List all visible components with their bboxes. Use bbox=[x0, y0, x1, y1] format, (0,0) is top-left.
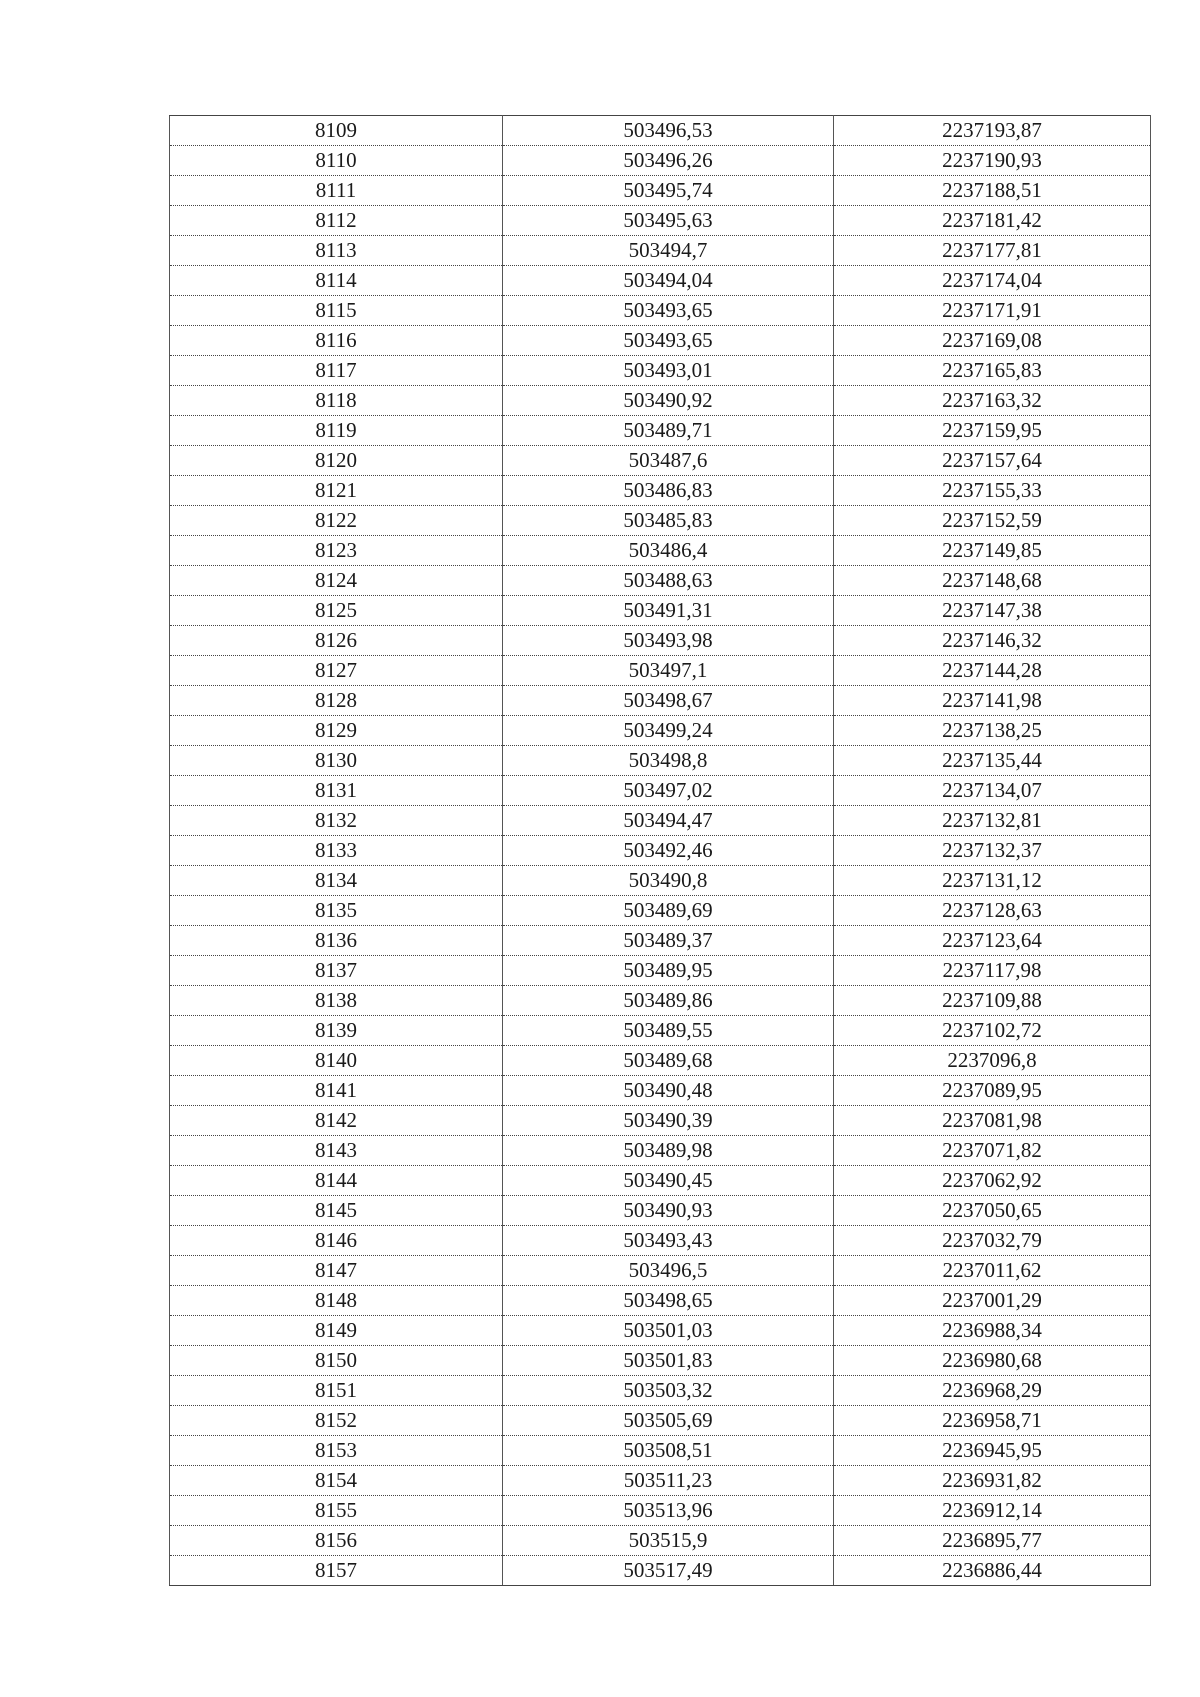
x-coordinate-cell: 503493,98 bbox=[503, 626, 834, 656]
table-row bbox=[170, 566, 1151, 596]
y-coordinate-cell: 2237131,12 bbox=[834, 866, 1151, 896]
y-coordinate-cell: 2237163,32 bbox=[834, 386, 1151, 416]
table-row bbox=[170, 776, 1151, 806]
point-number-cell: 8152 bbox=[170, 1406, 503, 1436]
table-row bbox=[170, 326, 1151, 356]
table-row bbox=[170, 476, 1151, 506]
table-row bbox=[170, 146, 1151, 176]
table-row bbox=[170, 896, 1151, 926]
table-row bbox=[170, 746, 1151, 776]
point-number-cell: 8131 bbox=[170, 776, 503, 806]
table-row bbox=[170, 1376, 1151, 1406]
y-coordinate-cell: 2237032,79 bbox=[834, 1226, 1151, 1256]
point-number-cell: 8128 bbox=[170, 686, 503, 716]
x-coordinate-cell: 503497,02 bbox=[503, 776, 834, 806]
y-coordinate-cell: 2236958,71 bbox=[834, 1406, 1151, 1436]
y-coordinate-cell: 2237128,63 bbox=[834, 896, 1151, 926]
x-coordinate-cell: 503489,95 bbox=[503, 956, 834, 986]
y-coordinate-cell: 2236931,82 bbox=[834, 1466, 1151, 1496]
x-coordinate-cell: 503488,63 bbox=[503, 566, 834, 596]
y-coordinate-cell: 2237123,64 bbox=[834, 926, 1151, 956]
x-coordinate-cell: 503497,1 bbox=[503, 656, 834, 686]
y-coordinate-cell: 2237089,95 bbox=[834, 1076, 1151, 1106]
x-coordinate-cell: 503490,8 bbox=[503, 866, 834, 896]
x-coordinate-cell: 503490,45 bbox=[503, 1166, 834, 1196]
table-row bbox=[170, 836, 1151, 866]
x-coordinate-cell: 503491,31 bbox=[503, 596, 834, 626]
point-number-cell: 8136 bbox=[170, 926, 503, 956]
coordinates-table-body bbox=[170, 116, 1151, 1586]
point-number-cell: 8129 bbox=[170, 716, 503, 746]
y-coordinate-cell: 2237147,38 bbox=[834, 596, 1151, 626]
table-row bbox=[170, 1076, 1151, 1106]
y-coordinate-cell: 2237141,98 bbox=[834, 686, 1151, 716]
table-row bbox=[170, 386, 1151, 416]
point-number-cell: 8143 bbox=[170, 1136, 503, 1166]
table-row bbox=[170, 956, 1151, 986]
x-coordinate-cell: 503494,04 bbox=[503, 266, 834, 296]
y-coordinate-cell: 2237146,32 bbox=[834, 626, 1151, 656]
table-row bbox=[170, 1046, 1151, 1076]
point-number-cell: 8150 bbox=[170, 1346, 503, 1376]
point-number-cell: 8139 bbox=[170, 1016, 503, 1046]
point-number-cell: 8140 bbox=[170, 1046, 503, 1076]
table-row bbox=[170, 1196, 1151, 1226]
x-coordinate-cell: 503501,03 bbox=[503, 1316, 834, 1346]
table-row bbox=[170, 1316, 1151, 1346]
y-coordinate-cell: 2237171,91 bbox=[834, 296, 1151, 326]
y-coordinate-cell: 2237062,92 bbox=[834, 1166, 1151, 1196]
y-coordinate-cell: 2237102,72 bbox=[834, 1016, 1151, 1046]
x-coordinate-cell: 503511,23 bbox=[503, 1466, 834, 1496]
point-number-cell: 8148 bbox=[170, 1286, 503, 1316]
y-coordinate-cell: 2237159,95 bbox=[834, 416, 1151, 446]
y-coordinate-cell: 2237157,64 bbox=[834, 446, 1151, 476]
x-coordinate-cell: 503517,49 bbox=[503, 1556, 834, 1586]
point-number-cell: 8113 bbox=[170, 236, 503, 266]
table-row bbox=[170, 926, 1151, 956]
y-coordinate-cell: 2236945,95 bbox=[834, 1436, 1151, 1466]
x-coordinate-cell: 503496,26 bbox=[503, 146, 834, 176]
table-row bbox=[170, 176, 1151, 206]
x-coordinate-cell: 503493,01 bbox=[503, 356, 834, 386]
table-row bbox=[170, 1406, 1151, 1436]
x-coordinate-cell: 503496,5 bbox=[503, 1256, 834, 1286]
point-number-cell: 8115 bbox=[170, 296, 503, 326]
x-coordinate-cell: 503489,86 bbox=[503, 986, 834, 1016]
point-number-cell: 8125 bbox=[170, 596, 503, 626]
table-row bbox=[170, 1226, 1151, 1256]
x-coordinate-cell: 503493,65 bbox=[503, 326, 834, 356]
x-coordinate-cell: 503508,51 bbox=[503, 1436, 834, 1466]
y-coordinate-cell: 2237165,83 bbox=[834, 356, 1151, 386]
point-number-cell: 8137 bbox=[170, 956, 503, 986]
table-row bbox=[170, 536, 1151, 566]
x-coordinate-cell: 503496,53 bbox=[503, 116, 834, 146]
x-coordinate-cell: 503493,65 bbox=[503, 296, 834, 326]
x-coordinate-cell: 503498,65 bbox=[503, 1286, 834, 1316]
x-coordinate-cell: 503489,68 bbox=[503, 1046, 834, 1076]
table-row bbox=[170, 356, 1151, 386]
point-number-cell: 8126 bbox=[170, 626, 503, 656]
x-coordinate-cell: 503490,48 bbox=[503, 1076, 834, 1106]
point-number-cell: 8146 bbox=[170, 1226, 503, 1256]
y-coordinate-cell: 2237149,85 bbox=[834, 536, 1151, 566]
y-coordinate-cell: 2237188,51 bbox=[834, 176, 1151, 206]
table-row bbox=[170, 596, 1151, 626]
table-row bbox=[170, 1286, 1151, 1316]
y-coordinate-cell: 2237181,42 bbox=[834, 206, 1151, 236]
table-row bbox=[170, 1016, 1151, 1046]
table-row bbox=[170, 506, 1151, 536]
x-coordinate-cell: 503503,32 bbox=[503, 1376, 834, 1406]
point-number-cell: 8154 bbox=[170, 1466, 503, 1496]
y-coordinate-cell: 2236980,68 bbox=[834, 1346, 1151, 1376]
x-coordinate-cell: 503494,7 bbox=[503, 236, 834, 266]
point-number-cell: 8122 bbox=[170, 506, 503, 536]
y-coordinate-cell: 2237174,04 bbox=[834, 266, 1151, 296]
table-row bbox=[170, 296, 1151, 326]
point-number-cell: 8144 bbox=[170, 1166, 503, 1196]
y-coordinate-cell: 2237132,81 bbox=[834, 806, 1151, 836]
y-coordinate-cell: 2237071,82 bbox=[834, 1136, 1151, 1166]
table-row bbox=[170, 1466, 1151, 1496]
y-coordinate-cell: 2237001,29 bbox=[834, 1286, 1151, 1316]
table-row bbox=[170, 116, 1151, 146]
y-coordinate-cell: 2237081,98 bbox=[834, 1106, 1151, 1136]
y-coordinate-cell: 2237138,25 bbox=[834, 716, 1151, 746]
y-coordinate-cell: 2237134,07 bbox=[834, 776, 1151, 806]
y-coordinate-cell: 2236886,44 bbox=[834, 1556, 1151, 1586]
point-number-cell: 8156 bbox=[170, 1526, 503, 1556]
x-coordinate-cell: 503499,24 bbox=[503, 716, 834, 746]
point-number-cell: 8157 bbox=[170, 1556, 503, 1586]
table-row bbox=[170, 986, 1151, 1016]
x-coordinate-cell: 503498,67 bbox=[503, 686, 834, 716]
point-number-cell: 8109 bbox=[170, 116, 503, 146]
point-number-cell: 8147 bbox=[170, 1256, 503, 1286]
x-coordinate-cell: 503501,83 bbox=[503, 1346, 834, 1376]
y-coordinate-cell: 2237169,08 bbox=[834, 326, 1151, 356]
table-row bbox=[170, 626, 1151, 656]
x-coordinate-cell: 503486,83 bbox=[503, 476, 834, 506]
x-coordinate-cell: 503490,93 bbox=[503, 1196, 834, 1226]
y-coordinate-cell: 2237177,81 bbox=[834, 236, 1151, 266]
y-coordinate-cell: 2237193,87 bbox=[834, 116, 1151, 146]
y-coordinate-cell: 2237152,59 bbox=[834, 506, 1151, 536]
y-coordinate-cell: 2237011,62 bbox=[834, 1256, 1151, 1286]
table-row bbox=[170, 206, 1151, 236]
table-row bbox=[170, 416, 1151, 446]
table-row bbox=[170, 656, 1151, 686]
point-number-cell: 8123 bbox=[170, 536, 503, 566]
coordinates-table bbox=[169, 115, 1151, 1586]
table-row bbox=[170, 806, 1151, 836]
x-coordinate-cell: 503515,9 bbox=[503, 1526, 834, 1556]
point-number-cell: 8135 bbox=[170, 896, 503, 926]
point-number-cell: 8117 bbox=[170, 356, 503, 386]
x-coordinate-cell: 503489,71 bbox=[503, 416, 834, 446]
point-number-cell: 8138 bbox=[170, 986, 503, 1016]
point-number-cell: 8119 bbox=[170, 416, 503, 446]
x-coordinate-cell: 503492,46 bbox=[503, 836, 834, 866]
point-number-cell: 8153 bbox=[170, 1436, 503, 1466]
x-coordinate-cell: 503489,98 bbox=[503, 1136, 834, 1166]
y-coordinate-cell: 2237144,28 bbox=[834, 656, 1151, 686]
y-coordinate-cell: 2236988,34 bbox=[834, 1316, 1151, 1346]
point-number-cell: 8145 bbox=[170, 1196, 503, 1226]
table-row bbox=[170, 1136, 1151, 1166]
point-number-cell: 8114 bbox=[170, 266, 503, 296]
x-coordinate-cell: 503494,47 bbox=[503, 806, 834, 836]
table-row bbox=[170, 1496, 1151, 1526]
table-row bbox=[170, 1556, 1151, 1586]
point-number-cell: 8120 bbox=[170, 446, 503, 476]
x-coordinate-cell: 503490,92 bbox=[503, 386, 834, 416]
y-coordinate-cell: 2237190,93 bbox=[834, 146, 1151, 176]
point-number-cell: 8155 bbox=[170, 1496, 503, 1526]
point-number-cell: 8124 bbox=[170, 566, 503, 596]
x-coordinate-cell: 503513,96 bbox=[503, 1496, 834, 1526]
point-number-cell: 8149 bbox=[170, 1316, 503, 1346]
point-number-cell: 8116 bbox=[170, 326, 503, 356]
point-number-cell: 8132 bbox=[170, 806, 503, 836]
y-coordinate-cell: 2237148,68 bbox=[834, 566, 1151, 596]
y-coordinate-cell: 2236968,29 bbox=[834, 1376, 1151, 1406]
x-coordinate-cell: 503489,55 bbox=[503, 1016, 834, 1046]
point-number-cell: 8112 bbox=[170, 206, 503, 236]
y-coordinate-cell: 2236895,77 bbox=[834, 1526, 1151, 1556]
table-row bbox=[170, 236, 1151, 266]
point-number-cell: 8121 bbox=[170, 476, 503, 506]
x-coordinate-cell: 503489,37 bbox=[503, 926, 834, 956]
point-number-cell: 8130 bbox=[170, 746, 503, 776]
y-coordinate-cell: 2236912,14 bbox=[834, 1496, 1151, 1526]
table-row bbox=[170, 446, 1151, 476]
y-coordinate-cell: 2237132,37 bbox=[834, 836, 1151, 866]
x-coordinate-cell: 503495,74 bbox=[503, 176, 834, 206]
table-row bbox=[170, 1106, 1151, 1136]
y-coordinate-cell: 2237155,33 bbox=[834, 476, 1151, 506]
point-number-cell: 8141 bbox=[170, 1076, 503, 1106]
y-coordinate-cell: 2237117,98 bbox=[834, 956, 1151, 986]
y-coordinate-cell: 2237050,65 bbox=[834, 1196, 1151, 1226]
table-row bbox=[170, 1526, 1151, 1556]
point-number-cell: 8134 bbox=[170, 866, 503, 896]
x-coordinate-cell: 503493,43 bbox=[503, 1226, 834, 1256]
x-coordinate-cell: 503485,83 bbox=[503, 506, 834, 536]
point-number-cell: 8142 bbox=[170, 1106, 503, 1136]
x-coordinate-cell: 503505,69 bbox=[503, 1406, 834, 1436]
x-coordinate-cell: 503489,69 bbox=[503, 896, 834, 926]
point-number-cell: 8118 bbox=[170, 386, 503, 416]
x-coordinate-cell: 503498,8 bbox=[503, 746, 834, 776]
table-row bbox=[170, 866, 1151, 896]
x-coordinate-cell: 503487,6 bbox=[503, 446, 834, 476]
point-number-cell: 8127 bbox=[170, 656, 503, 686]
table-row bbox=[170, 1346, 1151, 1376]
table-row bbox=[170, 1256, 1151, 1286]
x-coordinate-cell: 503495,63 bbox=[503, 206, 834, 236]
y-coordinate-cell: 2237135,44 bbox=[834, 746, 1151, 776]
x-coordinate-cell: 503486,4 bbox=[503, 536, 834, 566]
table-row bbox=[170, 1436, 1151, 1466]
table-row bbox=[170, 266, 1151, 296]
point-number-cell: 8111 bbox=[170, 176, 503, 206]
point-number-cell: 8110 bbox=[170, 146, 503, 176]
y-coordinate-cell: 2237109,88 bbox=[834, 986, 1151, 1016]
point-number-cell: 8151 bbox=[170, 1376, 503, 1406]
table-row bbox=[170, 686, 1151, 716]
table-row bbox=[170, 716, 1151, 746]
y-coordinate-cell: 2237096,8 bbox=[834, 1046, 1151, 1076]
point-number-cell: 8133 bbox=[170, 836, 503, 866]
table-row bbox=[170, 1166, 1151, 1196]
x-coordinate-cell: 503490,39 bbox=[503, 1106, 834, 1136]
